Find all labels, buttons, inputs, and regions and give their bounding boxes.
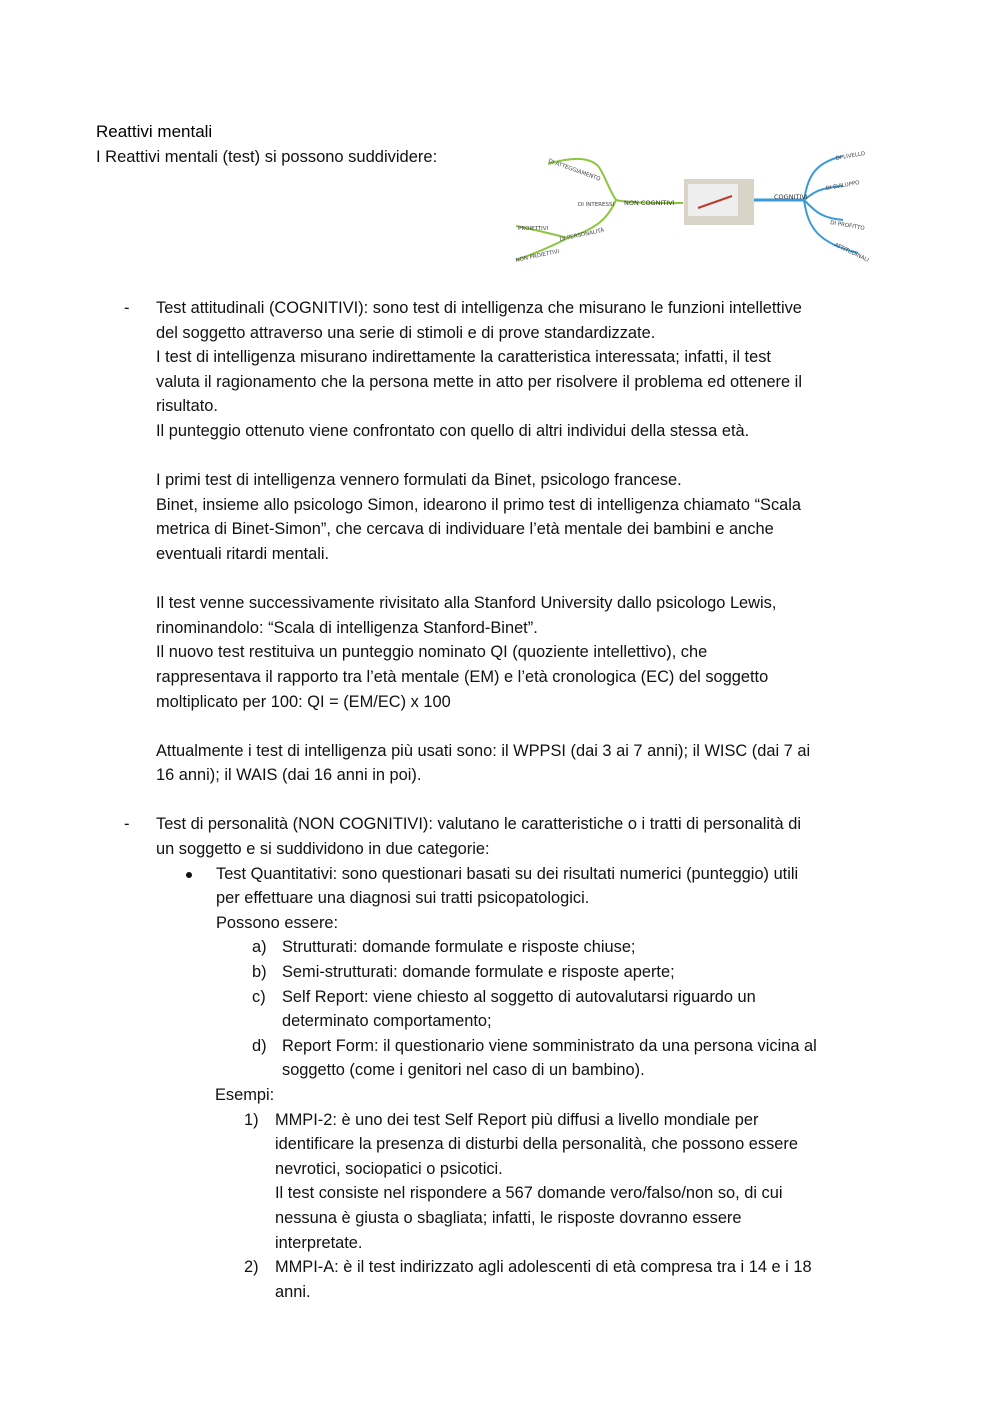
mm-cognitivi: COGNITIVI — [774, 193, 808, 201]
intro-text: I Reattivi mentali (test) si possono suddividere: — [96, 148, 438, 166]
text-line: Test attitudinali (COGNITIVI): sono test di intelligenza che misurano le funzioni intellettive — [156, 299, 802, 317]
text-line: I primi test di intelligenza vennero formulati da Binet, psicologo francese. — [156, 471, 682, 490]
list-marker: d) — [252, 1036, 267, 1055]
list-item — [96, 960, 906, 985]
text-line: Self Report: viene chiesto al soggetto di autovalutarsi riguardo un — [282, 987, 756, 1006]
text-line: risultato. — [156, 397, 218, 416]
text-line: Test Quantitativi: sono questionari basati su dei risultati numerici (punteggio) utili — [216, 864, 799, 883]
mm-profitto: DI PROFITTO — [829, 220, 865, 233]
text-line: soggetto (come i genitori nel caso di un bambino). — [282, 1061, 645, 1080]
text-line: eventuali ritardi mentali. — [156, 544, 330, 563]
text-line: un soggetto e si suddividono in due categorie: — [156, 840, 490, 859]
mm-non-cognitivi: NON COGNITIVI — [624, 199, 675, 207]
text-line: metrica di Binet-Simon”, che cercava di individuare l’età mentale dei bambini e anche — [156, 520, 774, 539]
mm-attitudinali: ATTITUDINALI — [833, 242, 870, 264]
text-line: MMPI-2: è uno dei test Self Report più diffusi a livello mondiale per — [275, 1110, 759, 1129]
text-line: interpretate. — [275, 1233, 363, 1252]
bullet-dot — [186, 872, 192, 878]
mm-sviluppo: DI SVILUPPO — [825, 180, 861, 192]
list-marker: 2) — [244, 1258, 259, 1277]
mm-livello: DI LIVELLO — [835, 150, 866, 162]
text-line: Binet, insieme allo psicologo Simon, idearono il primo test di intelligenza chiamato “Scala — [156, 495, 802, 514]
text-line: I test di intelligenza misurano indirettamente la caratteristica interessata; infatti, il test — [156, 348, 771, 367]
text-line: valuta il ragionamento che la persona mette in atto per risolvere il problema ed ottenere il — [156, 372, 802, 391]
text-line: Il test consiste nel rispondere a 567 domande vero/falso/non so, di cui — [275, 1184, 783, 1203]
list-marker: 1) — [244, 1110, 259, 1129]
possono-label: Possono essere: — [216, 913, 339, 932]
text-line: Il test venne successivamente rivisitato alla Stanford University dallo psicologo Lewis, — [156, 594, 777, 613]
mm-personalita: DI PERSONALITÀ — [559, 227, 605, 243]
text-line: Il nuovo test restituiva un punteggio nominato QI (quoziente intellettivo), che — [156, 643, 708, 662]
list-marker: b) — [252, 963, 267, 982]
list-item — [96, 1255, 906, 1304]
text-line: nevrotici, sociopatici o psicotici. — [275, 1159, 503, 1178]
page-title: Reattivi mentali — [96, 122, 213, 141]
document-body — [96, 296, 906, 1304]
text-line: rappresentava il rapporto tra l’età mentale (EM) e l’età cronologica (EC) del soggetto — [156, 667, 769, 686]
text-line: identificare la presenza di disturbi della personalità, che possono essere — [275, 1135, 798, 1154]
list-item — [96, 1034, 906, 1083]
mm-proiettivi: PROIETTIVI — [518, 226, 549, 232]
text-line: determinato comportamento; — [282, 1012, 492, 1031]
list-item — [96, 985, 906, 1034]
mm-atteggiamento: DI ATTEGGIAMENTO — [547, 158, 602, 183]
esempi-label: Esempi: — [215, 1086, 275, 1104]
text-line: MMPI-A: è il test indirizzato agli adolescenti di età compresa tra i 14 e i 18 — [275, 1258, 812, 1277]
mm-non-proiettivi: NON PROIETTIVI — [515, 248, 560, 264]
list-marker: a) — [252, 938, 267, 957]
text-line: Semi-strutturati: domande formulate e risposte aperte; — [282, 963, 675, 982]
text-line: Il punteggio ottenuto viene confrontato con quello di altri individui della stessa età. — [156, 421, 750, 440]
text-line: rinominandolo: “Scala di intelligenza Stanford-Binet”. — [156, 618, 538, 637]
list-dash: - — [124, 299, 130, 317]
text-line: Test di personalità (NON COGNITIVI): valutano le caratteristiche o i tratti di personalità di — [156, 815, 801, 834]
text-line: nessuna è giusta o sbagliata; infatti, le risposte dovranno essere — [275, 1208, 742, 1227]
text-line: per effettuare una diagnosi sui tratti psicopatologici. — [216, 889, 590, 908]
text-line: Strutturati: domande formulate e risposte chiuse; — [282, 938, 636, 957]
mm-interessi: DI INTERESSI — [578, 202, 615, 208]
text-line: Report Form: il questionario viene somministrato da una persona vicina al — [282, 1036, 817, 1055]
bullet-quantitativi — [96, 862, 906, 911]
text-line: anni. — [275, 1282, 311, 1301]
list-item — [96, 1108, 906, 1256]
text-line: Attualmente i test di intelligenza più usati sono: il WPPSI (dai 3 ai 7 anni); il WISC (dai 7 ai — [156, 741, 811, 760]
mindmap-figure — [508, 148, 880, 266]
list-marker: c) — [252, 987, 266, 1006]
list-item — [96, 935, 906, 960]
list-dash: - — [124, 815, 130, 834]
text-line: moltiplicato per 100: QI = (EM/EC) x 100 — [156, 692, 451, 711]
text-line: del soggetto attraverso una serie di stimoli e di prove standardizzate. — [156, 323, 656, 342]
text-line: 16 anni); il WAIS (dai 16 anni in poi). — [156, 766, 422, 785]
section-cognitivi — [96, 296, 906, 788]
section-non-cognitivi — [96, 812, 906, 861]
